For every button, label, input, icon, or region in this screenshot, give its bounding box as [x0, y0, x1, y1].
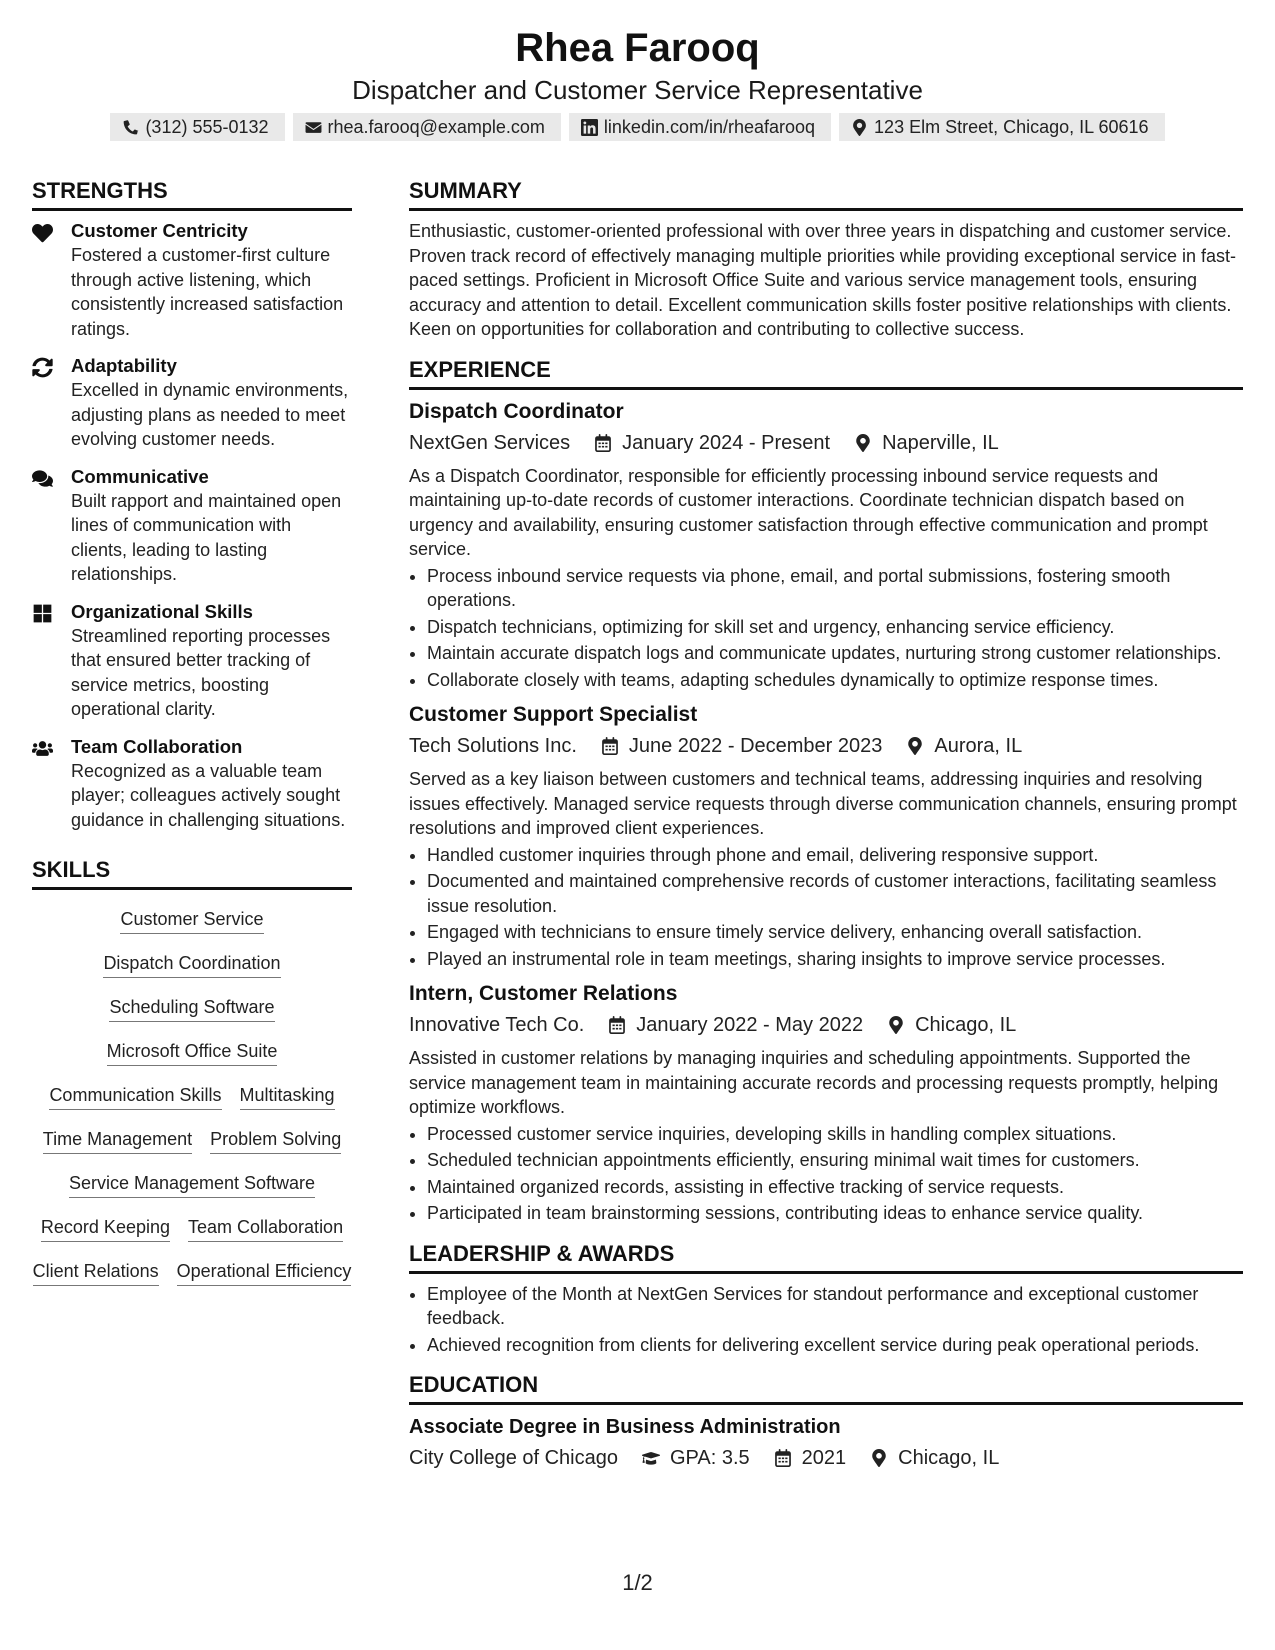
skill-tag: Service Management Software [69, 1171, 315, 1198]
job-meta [409, 428, 1243, 458]
skill-tag: Multitasking [240, 1083, 335, 1110]
address-text: 123 Elm Street, Chicago, IL 60616 [874, 117, 1149, 137]
job-description: Served as a key liaison between customers and technical teams, addressing inquiries and resolving issues effectively. Managed service requests through diverse communication channels, ensuring prompt resolutions and improved client experiences. [409, 769, 1237, 838]
education-meta [409, 1443, 1243, 1473]
skill-tag: Problem Solving [210, 1127, 341, 1154]
education-entry [409, 1413, 1243, 1473]
linkedin-text: linkedin.com/in/rheafarooq [603, 117, 816, 137]
strength-title: Team Collaboration [71, 735, 243, 757]
contact-phone[interactable] [110, 113, 284, 141]
job-bullet: • Processed customer service inquiries, developing skills in handling complex situations. [427, 1122, 1243, 1147]
job-company: Innovative Tech Co. [409, 1014, 585, 1036]
heart-icon [32, 222, 53, 243]
job-description: As a Dispatch Coordinator, responsible for efficiently processing inbound service requests and maintaining up-to-date records of customer interactions. Coordinate technician dispatch based on urgency and availability, ensuring customer satisfaction through effective communication and prompt service. [409, 465, 1208, 559]
contact-linkedin[interactable] [569, 113, 831, 141]
leadership-bullets [409, 1282, 1243, 1358]
job-title: Dispatch Coordinator [409, 399, 624, 423]
skill-tag: Customer Service [120, 907, 263, 934]
summary-text: Enthusiastic, customer-oriented professional with over three years in dispatching and customer service. Proven track record of effectively managing multiple priorities while providing exceptional service in fast-paced settings. Proficient in Microsoft Office Suite and various service management tools, ensuring accuracy and attention to detail. Excellent communication skills foster positive relationships with clients. Keen on opportunities for collaboration and contributing to collective success. [409, 221, 1237, 339]
graduation-cap-icon [642, 1449, 660, 1467]
map-marker-icon [887, 1016, 905, 1034]
job-bullet: • Engaged with technicians to ensure timely service delivery, enhancing overall satisfaction. [427, 920, 1243, 945]
job-title: Customer Support Specialist [409, 703, 698, 726]
candidate-name: Rhea Farooq [515, 26, 760, 70]
education-school: City College of Chicago [409, 1447, 618, 1469]
strength-title: Customer Centricity [71, 220, 248, 241]
calendar-icon [601, 737, 619, 755]
job-dates: June 2022 - December 2023 [628, 735, 883, 757]
strength-desc: Streamlined reporting processes that ensured better tracking of service metrics, boosting operational clarity. [71, 625, 331, 719]
strength-desc: Excelled in dynamic environments, adjusting plans as needed to meet evolving customer needs. [71, 380, 349, 449]
job-bullet: • Handled customer inquiries through phone and email, delivering responsive support. [427, 843, 1243, 868]
job-bullet: • Maintained organized records, assisting in effective tracking of service requests. [427, 1175, 1243, 1200]
envelope-icon [305, 119, 322, 136]
job-bullet: • Process inbound service requests via phone, email, and portal submissions, fostering smooth operations. [427, 564, 1243, 613]
strength-item [32, 735, 352, 833]
map-marker-icon [870, 1449, 888, 1467]
job-location: Aurora, IL [934, 735, 1023, 757]
skill-tag: Record Keeping [41, 1215, 170, 1242]
skill-tag: Scheduling Software [109, 995, 274, 1022]
skill-tag: Team Collaboration [188, 1215, 343, 1242]
strengths-heading: STRENGTHS [32, 175, 352, 211]
map-marker-icon [906, 737, 924, 755]
job-company: NextGen Services [409, 431, 571, 454]
job-bullet: • Collaborate closely with teams, adapting schedules dynamically to optimize response times. [427, 668, 1243, 693]
strength-item [32, 354, 352, 452]
strength-item [32, 600, 352, 722]
job-bullets [409, 1122, 1243, 1226]
map-marker-icon [851, 119, 868, 136]
map-marker-icon [854, 434, 872, 452]
job-meta [409, 731, 1243, 761]
job-title: Intern, Customer Relations [409, 982, 678, 1005]
job-bullet: • Played an instrumental role in team meetings, sharing insights to improve service processes. [427, 947, 1243, 972]
leadership-bullet: • Achieved recognition from clients for delivering excellent service during peak operational periods. [427, 1333, 1243, 1358]
grid-icon [32, 603, 53, 624]
skill-tag: Client Relations [33, 1259, 159, 1286]
job-dates: January 2022 - May 2022 [636, 1014, 864, 1036]
skill-tag: Operational Efficiency [177, 1259, 352, 1286]
job-description: Assisted in customer relations by managing inquiries and scheduling appointments. Supported the service management team in maintaining accurate records and processing requests promptly, helping optimize workflows. [409, 1048, 1219, 1117]
strength-desc: Built rapport and maintained open lines of communication with clients, leading to lasting relationships. [71, 490, 342, 584]
job-bullet: • Documented and maintained comprehensive records of customer interactions, facilitating seamless issue resolution. [427, 869, 1243, 918]
skill-tag: Communication Skills [49, 1083, 221, 1110]
right-column [409, 175, 1243, 1479]
calendar-icon [608, 1016, 626, 1034]
education-degree: Associate Degree in Business Administration [409, 1416, 841, 1438]
strength-title: Communicative [71, 465, 209, 487]
strength-title: Organizational Skills [71, 600, 253, 622]
summary-heading: SUMMARY [409, 175, 1243, 211]
job-meta [409, 1010, 1243, 1040]
education-gpa: GPA: 3.5 [670, 1447, 750, 1469]
experience-heading: EXPERIENCE [409, 354, 1243, 390]
email-text: rhea.farooq@example.com [327, 117, 545, 137]
job-bullets [409, 843, 1243, 972]
job-bullet: • Scheduled technician appointments efficiently, ensuring minimal wait times for customers. [427, 1148, 1243, 1173]
education-year: 2021 [801, 1447, 847, 1469]
calendar-icon [594, 434, 612, 452]
contact-bar [0, 113, 1275, 141]
job-bullet: • Maintain accurate dispatch logs and communicate updates, nurturing strong customer relationships. [427, 641, 1243, 666]
education-heading: EDUCATION [409, 1369, 1243, 1405]
phone-icon [122, 119, 139, 136]
skill-tag: Time Management [43, 1127, 192, 1154]
phone-text: (312) 555-0132 [145, 117, 269, 137]
education-location: Chicago, IL [898, 1447, 1000, 1469]
job-location: Naperville, IL [882, 431, 999, 454]
strength-item [32, 219, 352, 341]
job-entry [409, 398, 1243, 693]
sync-icon [32, 357, 53, 378]
skill-tag: Microsoft Office Suite [107, 1039, 278, 1066]
users-icon [32, 738, 53, 759]
skills-heading: SKILLS [32, 854, 352, 890]
leadership-bullet: • Employee of the Month at NextGen Services for standout performance and exceptional customer feedback. [427, 1282, 1243, 1331]
job-entry [409, 701, 1243, 971]
contact-email[interactable] [293, 113, 561, 141]
strength-desc: Recognized as a valuable team player; colleagues actively sought guidance in challenging situations. [71, 760, 346, 830]
strength-desc: Fostered a customer-first culture through active listening, which consistently increased satisfaction ratings. [71, 245, 344, 339]
left-column [32, 175, 352, 1286]
leadership-heading: LEADERSHIP & AWARDS [409, 1238, 1243, 1274]
job-bullets [409, 564, 1243, 693]
skill-tag: Dispatch Coordination [103, 951, 280, 978]
job-dates: January 2024 - Present [622, 431, 831, 454]
job-bullet: • Dispatch technicians, optimizing for skill set and urgency, enhancing service efficiency. [427, 615, 1243, 640]
linkedin-icon [581, 119, 598, 136]
job-bullet: • Participated in team brainstorming sessions, contributing ideas to enhance service quality. [427, 1201, 1243, 1226]
strength-item [32, 465, 352, 587]
calendar-icon [774, 1449, 792, 1467]
job-location: Chicago, IL [915, 1014, 1017, 1036]
job-company: Tech Solutions Inc. [409, 735, 577, 757]
strength-title: Adaptability [71, 355, 177, 376]
skills-list [32, 898, 352, 1286]
contact-address [839, 113, 1165, 141]
job-entry [409, 980, 1243, 1226]
comments-icon [32, 468, 53, 489]
candidate-title: Dispatcher and Customer Service Representative [352, 75, 923, 105]
page-number: 1/2 [622, 1570, 653, 1595]
